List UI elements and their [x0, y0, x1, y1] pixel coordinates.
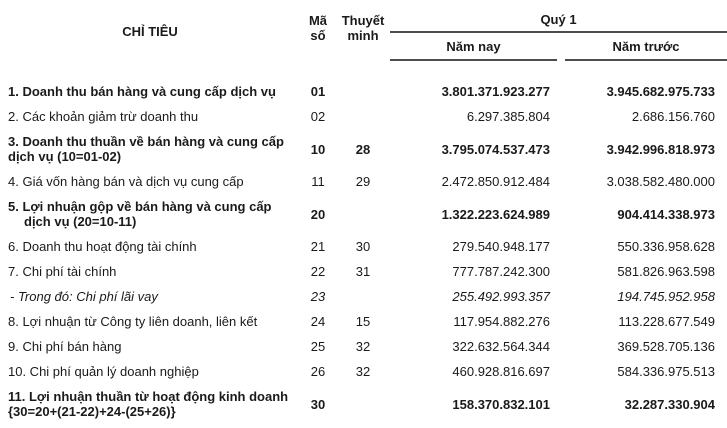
- col-header-nam-truoc: Năm trước: [565, 33, 727, 61]
- row-note: 31: [355, 264, 371, 279]
- col-header-thuyet-minh: Thuyết minh: [341, 13, 385, 43]
- row-value-current: 3.795.074.537.473: [441, 141, 550, 157]
- table-row: [0, 109, 727, 124]
- row-label: 6. Doanh thu hoạt động tài chính: [8, 239, 197, 254]
- row-value-current: 3.801.371.923.277: [441, 84, 550, 99]
- row-code: 25: [310, 339, 326, 354]
- table-row: [0, 134, 727, 164]
- row-note: 28: [355, 141, 371, 157]
- row-code: 26: [310, 364, 326, 379]
- row-value-current: 279.540.948.177: [452, 239, 550, 254]
- row-label: 2. Các khoản giảm trừ doanh thu: [8, 109, 199, 124]
- row-value-prior: 369.528.705.136: [617, 339, 715, 354]
- row-label: 10. Chi phí quản lý doanh nghiệp: [8, 364, 199, 379]
- row-value-prior: 3.945.682.975.733: [606, 84, 715, 99]
- row-value-prior: 584.336.975.513: [617, 364, 715, 379]
- row-value-current: 2.472.850.912.484: [441, 174, 550, 189]
- row-code: 22: [310, 264, 326, 279]
- col-header-quy-group: [390, 0, 727, 62]
- row-code: 01: [310, 84, 326, 99]
- row-label: 1. Doanh thu bán hàng và cung cấp dịch vụ: [8, 84, 276, 99]
- row-label: 4. Giá vốn hàng bán và dịch vụ cung cấp: [8, 174, 244, 189]
- table-row: [0, 314, 727, 329]
- row-code: 11: [311, 174, 325, 189]
- table-row: [0, 174, 727, 189]
- row-value-current: 322.632.564.344: [452, 339, 550, 354]
- row-note: 32: [355, 364, 371, 379]
- row-code: 23: [310, 289, 326, 304]
- row-value-prior: 550.336.958.628: [617, 239, 715, 254]
- row-label: 8. Lợi nhuận từ Công ty liên doanh, liên kết: [8, 314, 258, 329]
- row-code: 02: [310, 109, 326, 124]
- table-row: [0, 364, 727, 379]
- row-value-current: 777.787.242.300: [452, 264, 550, 279]
- row-value-current: 117.954.882.276: [453, 314, 550, 329]
- row-note: 29: [355, 174, 371, 189]
- row-code: 20: [310, 206, 326, 222]
- row-value-current: 460.928.816.697: [452, 364, 550, 379]
- row-code: 10: [310, 141, 326, 157]
- row-value-prior: 904.414.338.973: [617, 206, 715, 222]
- table-row: [0, 199, 727, 229]
- row-note: 15: [355, 314, 371, 329]
- row-note: 30: [355, 239, 371, 254]
- row-label: 5. Lợi nhuận gộp về bán hàng và cung cấp dịch vụ (20=10-11): [8, 199, 272, 229]
- col-header-chi-tieu: CHỈ TIÊU: [122, 23, 178, 39]
- col-header-ma-so: Mã số: [308, 13, 328, 43]
- row-value-current: 255.492.993.357: [452, 289, 550, 304]
- row-value-prior: 3.942.996.818.973: [606, 141, 715, 157]
- table-row: [0, 289, 727, 304]
- row-note: 32: [355, 339, 371, 354]
- row-value-prior: 32.287.330.904: [624, 396, 715, 412]
- row-label: - Trong đó: Chi phí lãi vay: [10, 289, 158, 304]
- row-value-current: 6.297.385.804: [466, 109, 550, 124]
- col-header-quy-1: Quý 1: [390, 0, 727, 33]
- table-row: [0, 339, 727, 354]
- table-row: [0, 239, 727, 254]
- row-label: 7. Chi phí tài chính: [8, 264, 117, 279]
- row-value-prior: 194.745.952.958: [617, 289, 715, 304]
- row-label: 11. Lợi nhuận thuần từ hoạt động kinh doanh {30=20+(21-22)+24-(25+26)}: [8, 389, 289, 419]
- col-header-nam-nay: Năm nay: [390, 33, 557, 61]
- row-value-current: 1.322.223.624.989: [441, 206, 550, 222]
- row-label: 9. Chi phí bán hàng: [8, 339, 122, 354]
- row-value-prior: 581.826.963.598: [617, 264, 715, 279]
- row-value-prior: 3.038.582.480.000: [606, 174, 715, 189]
- row-code: 21: [310, 239, 326, 254]
- row-code: 24: [310, 314, 326, 329]
- row-code: 30: [310, 396, 326, 412]
- table-row: [0, 264, 727, 279]
- row-value-prior: 2.686.156.760: [631, 109, 715, 124]
- row-label: 3. Doanh thu thuần về bán hàng và cung cấp dịch vụ (10=01-02): [8, 134, 284, 164]
- row-value-prior: 113.228.677.549: [618, 314, 715, 329]
- table-row: [0, 389, 727, 419]
- table-row: [0, 84, 727, 99]
- table-header: [0, 0, 727, 62]
- table-body: [0, 84, 727, 419]
- row-value-current: 158.370.832.101: [452, 396, 550, 412]
